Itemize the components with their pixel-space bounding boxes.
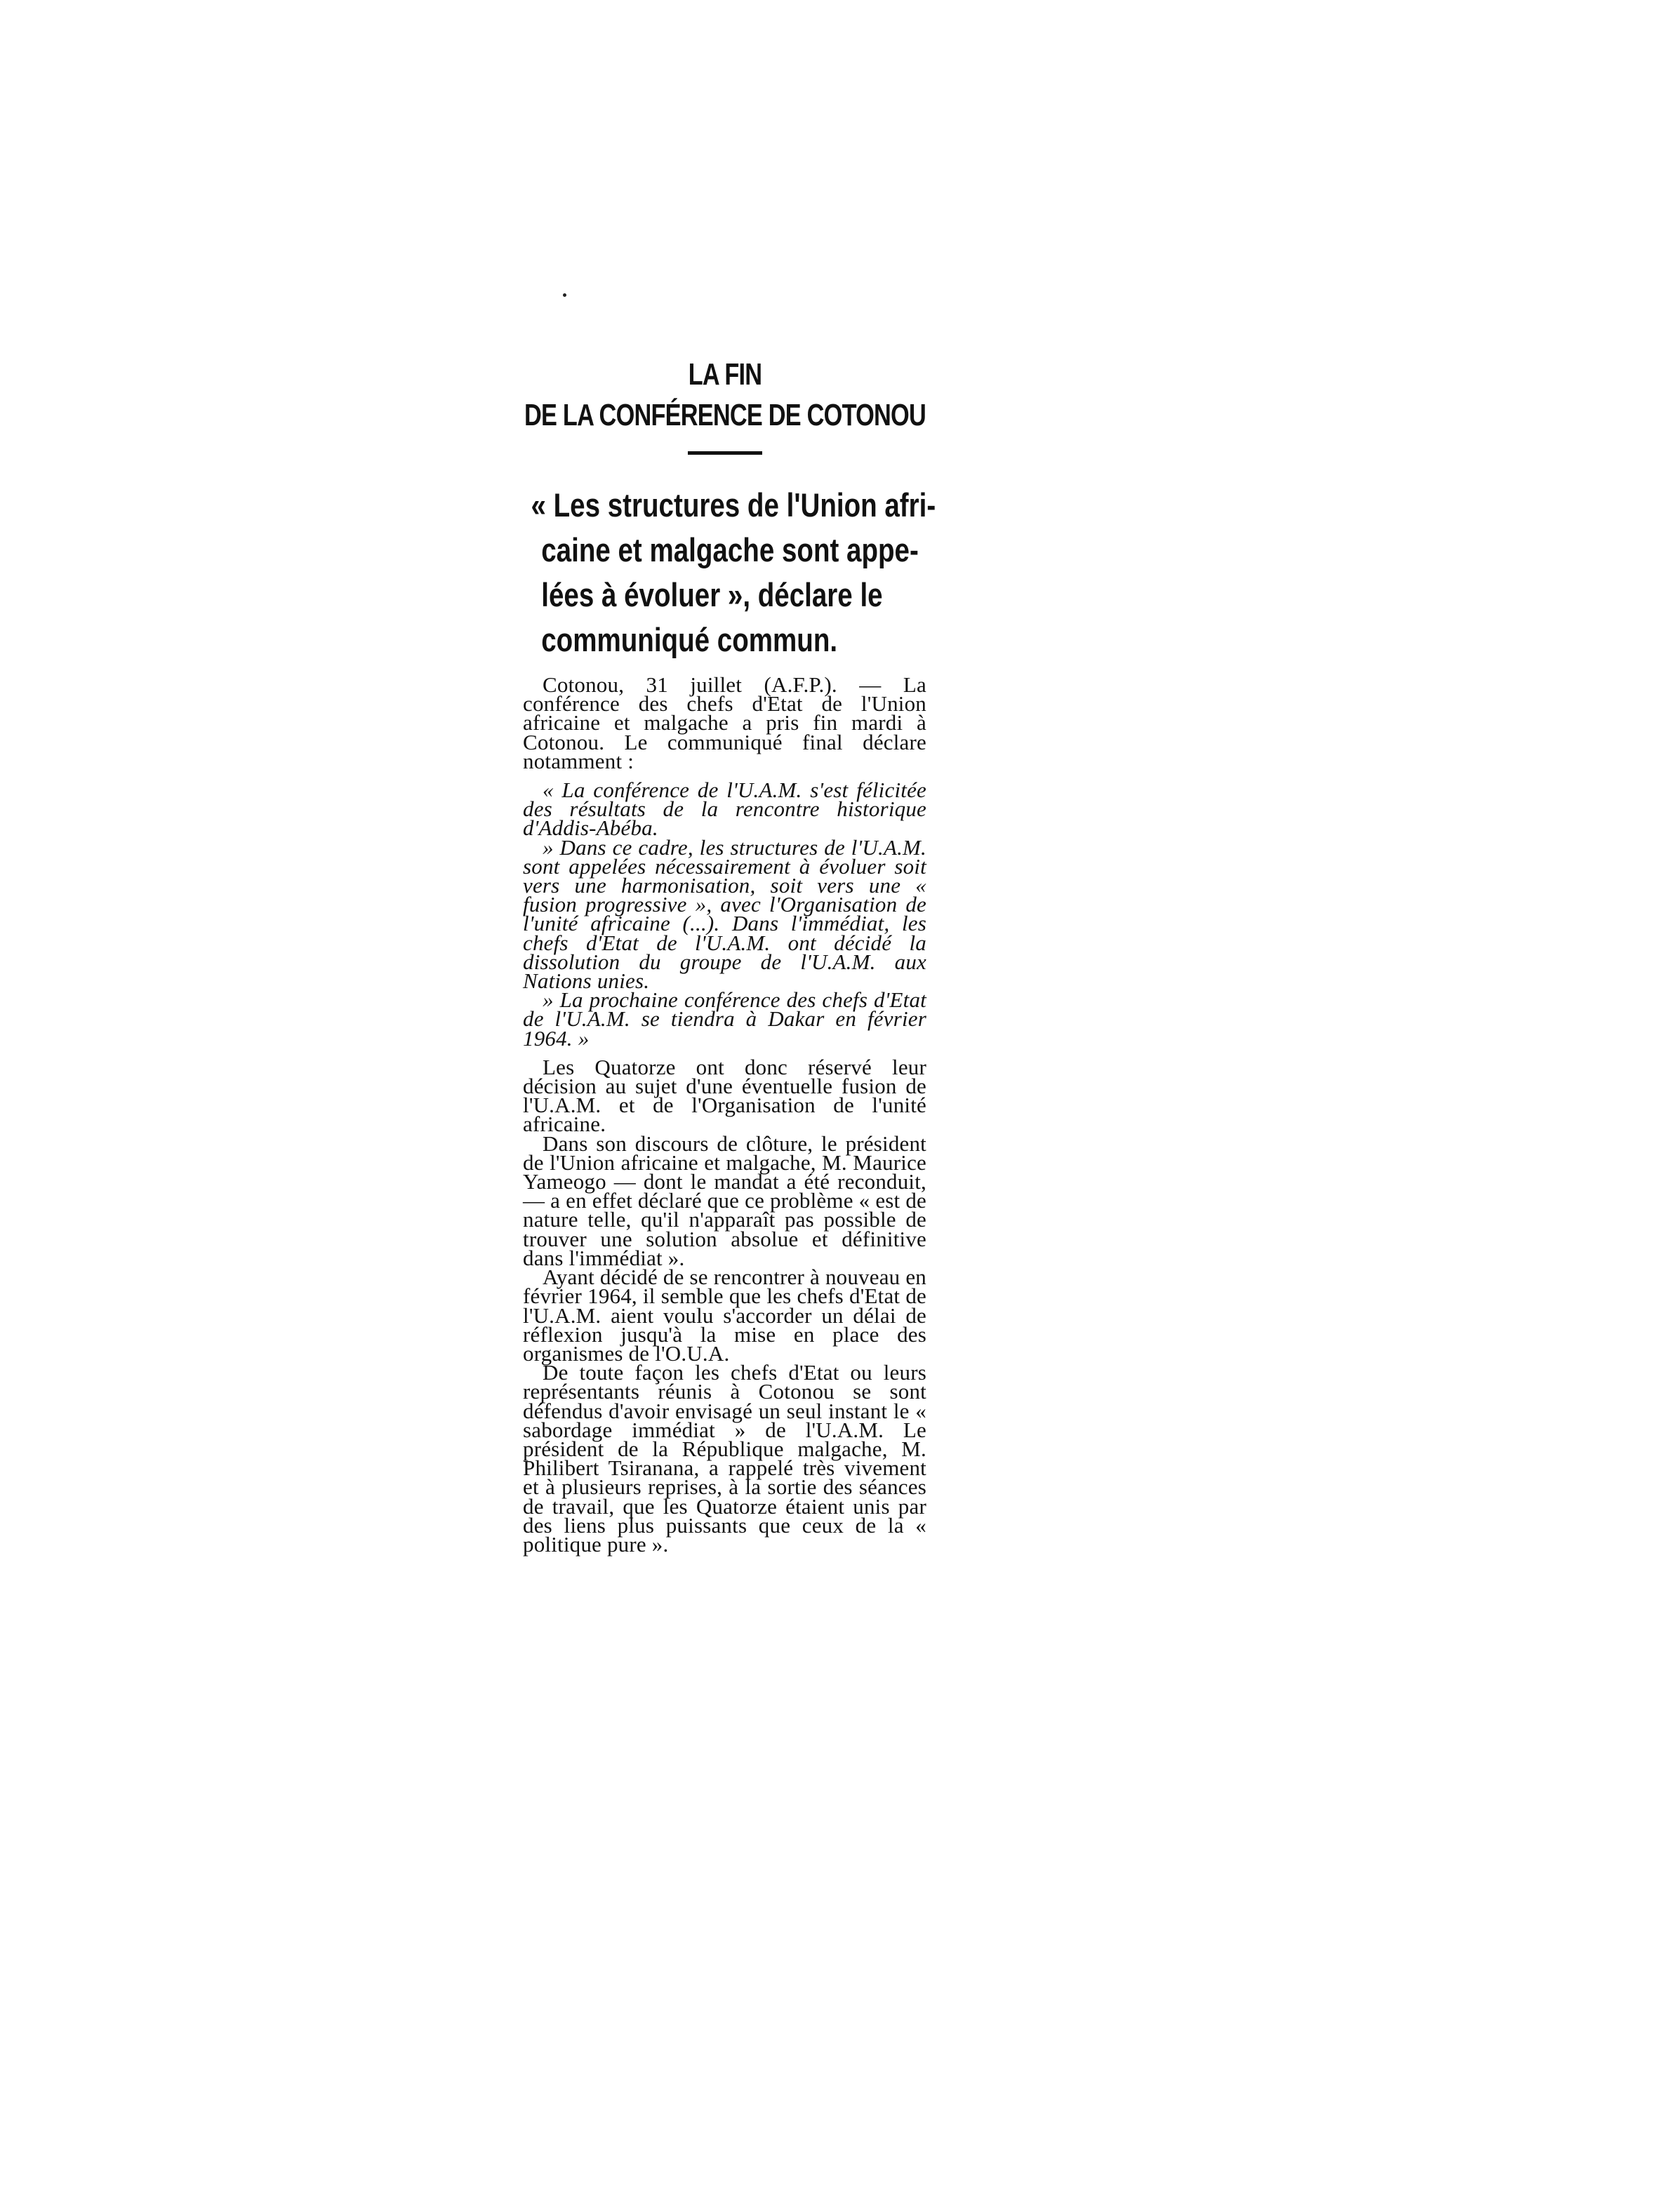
intro-paragraph: Cotonou, 31 juillet (A.F.P.). — La conférence des chefs d'Etat de l'Union africaine et malgache a pris fin mardi à Cotonou. Le communiqué final déclare notamment : [523,672,926,773]
headline-line-4: communiqué commun. [541,621,838,658]
body-paragraph-3: Ayant décidé de se rencontrer à nouveau en février 1964, il semble que les chefs d'Etat de l'U.A.M. aient voulu s'accorder un délai de réflexion jusqu'à la mise en place des organismes de l'O.U.A. [523,1265,926,1366]
communique-quote [523,778,926,1051]
headline-line-1: « Les structures de l'Union afri- [531,486,936,524]
stray-mark [563,293,566,297]
headline [523,483,936,662]
kicker [522,354,927,436]
article [523,354,936,1557]
quote-paragraph-1: « La conférence de l'U.A.M. s'est félicitée des résultats de la rencontre historique d'Addis-Abéba. [523,778,926,841]
headline-line-3: lées à évoluer », déclare le [541,576,883,613]
kicker-line-1: LA FIN [688,357,762,392]
headline-line-2: caine et malgache sont appe- [541,531,919,568]
body-paragraph-2: Dans son discours de clôture, le président de l'Union africaine et malgache, M. Maurice Yameogo — dont le mandat a été reconduit, — a en effet déclaré que ce problème « est de nature telle, qu'il n'apparaît pas possible de trouver une solution absolue et définitive dans l'immédiat ». [523,1131,926,1270]
article-body [523,672,926,1557]
body-paragraph-4: De toute façon les chefs d'Etat ou leurs représentants réunis à Cotonou se sont défendus d'avoir envisagé un seul instant le « sabordage immédiat » de l'U.A.M. Le président de la République malgache, M. Philibert Tsiranana, a rappelé très vivement et à plusieurs reprises, à la sortie des séances de travail, que les Quatorze étaient unis par des liens plus puissants que ceux de la « politique pure ». [523,1360,926,1557]
kicker-line-2: DE LA CONFÉRENCE DE COTONOU [524,398,926,432]
body-paragraph-1: Les Quatorze ont donc réservé leur décision au sujet d'une éventuelle fusion de l'U.A.M. et de l'Organisation de l'unité africaine. [523,1054,926,1137]
divider [688,451,762,455]
quote-paragraph-2: » Dans ce cadre, les structures de l'U.A.M. sont appelées nécessairement à évoluer soit vers une harmonisation, soit vers une « fusion progressive », avec l'Organisation de l'unité africaine (...). Dans l'immédiat, les chefs d'Etat de l'U.A.M. ont décidé la dissolution du groupe de l'U.A.M. aux Nations unies. [523,834,926,994]
quote-paragraph-3: » La prochaine conférence des chefs d'Etat de l'U.A.M. se tiendra à Dakar en février 1964. » [523,987,926,1051]
